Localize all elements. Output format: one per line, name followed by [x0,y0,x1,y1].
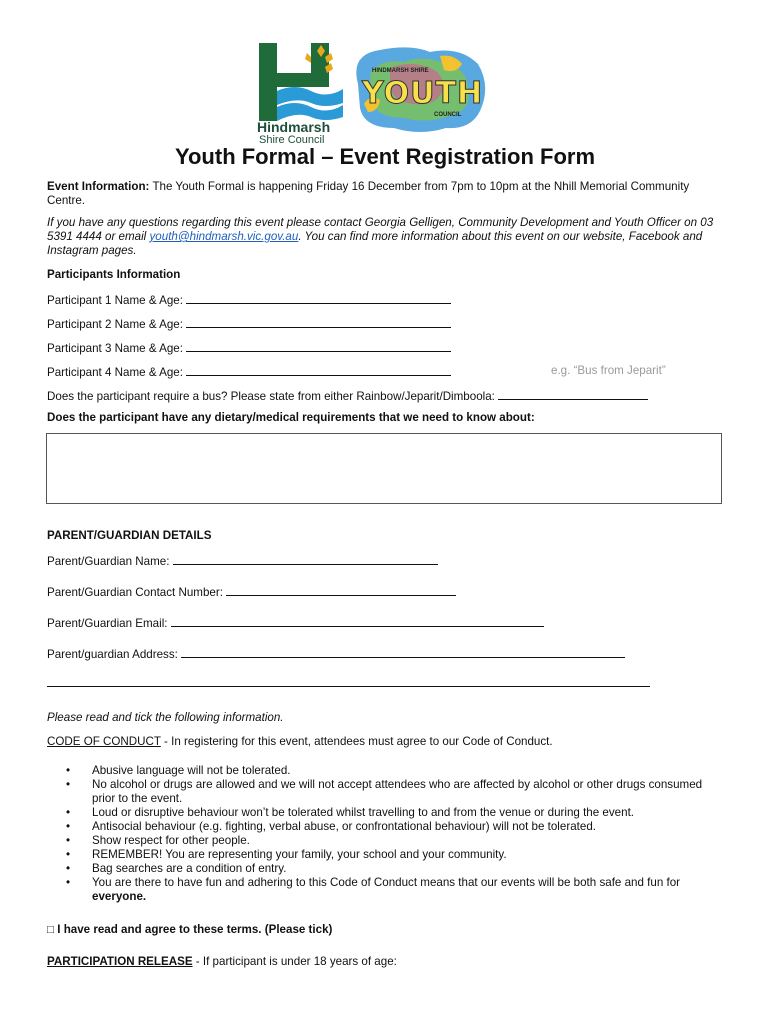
participant-1-label: Participant 1 Name & Age: [47,294,183,307]
participant-2-row [47,316,451,332]
list-item: • You are there to have fun and adhering to this Code of Conduct means that our events will be both safe and fun for everyone. [66,876,681,903]
participation-release [47,955,397,969]
code-of-conduct-list [46,764,726,904]
contact-text-after: . You can find more information about this event on our website, Facebook and Instagram pages. [47,230,703,257]
list-item: • Antisocial behaviour (e.g. fighting, verbal abuse, or confrontational behaviour) will not be tolerated. [66,820,596,833]
youth-bottom-text: COUNCIL [434,112,462,118]
participant-4-row [47,364,451,380]
event-info-label: Event Information: [47,180,150,193]
guardian-phone-field[interactable] [226,584,456,596]
read-instruction: Please read and tick the following information. [47,711,284,724]
event-info-text: The Youth Formal is happening Friday 16 December from 7pm to 10pm at the Nhill Memorial Community Centre. [47,180,690,207]
participation-release-text: - If participant is under 18 years of age: [192,955,397,968]
participant-1-row [47,292,451,308]
hindmarsh-h-icon [255,43,343,123]
agree-terms-label: I have read and agree to these terms. (Please tick) [57,923,333,936]
youth-logo [350,44,490,136]
participant-4-field[interactable] [186,364,451,376]
list-item: • Show respect for other people. [66,834,250,847]
guardian-address-label: Parent/guardian Address: [47,648,178,661]
dietary-question: Does the participant have any dietary/medical requirements that we need to know about: [47,411,535,424]
guardian-email-field[interactable] [171,615,544,627]
participants-heading: Participants Information [47,268,181,281]
guardian-email-row [47,615,544,631]
bus-hint: e.g. “Bus from Jeparit” [551,364,666,377]
participant-3-label: Participant 3 Name & Age: [47,342,183,355]
agree-checkbox-icon[interactable]: □ [47,923,55,936]
bullet-icon: • [66,820,71,833]
guardian-name-row [47,553,438,569]
participant-1-field[interactable] [186,292,451,304]
list-item: • Abusive language will not be tolerated. [66,764,291,777]
bullet-icon: • [66,834,71,847]
participant-2-field[interactable] [186,316,451,328]
dietary-answer-box[interactable] [46,433,722,504]
event-information [47,180,727,208]
bullet-icon: • [66,806,71,819]
bullet-icon: • [66,848,71,861]
bus-answer-field[interactable] [498,388,648,400]
guardian-phone-row [47,584,456,600]
participant-2-label: Participant 2 Name & Age: [47,318,183,331]
participation-release-heading: PARTICIPATION RELEASE [47,955,193,968]
bullet-icon: • [66,862,71,875]
contact-paragraph [47,216,727,258]
guardian-address-field-line2[interactable] [47,686,650,687]
guardian-address-field[interactable] [181,646,625,658]
participant-3-field[interactable] [186,340,451,352]
page-title: Youth Formal – Event Registration Form [174,144,596,169]
contact-text-before: If you have any questions regarding this event please contact Georgia Gelligen, Community Development and Youth Officer on 03 5391 4444 or email [47,216,714,243]
list-item: • Bag searches are a condition of entry. [66,862,287,875]
bullet-icon: • [66,764,71,777]
code-of-conduct-intro [47,735,553,749]
list-item: • REMEMBER! You are representing your family, your school and your community. [66,848,507,861]
bus-question: Does the participant require a bus? Please state from either Rainbow/Jeparit/Dimboola: [47,390,495,403]
guardian-heading: PARENT/GUARDIAN DETAILS [47,529,212,542]
code-of-conduct-heading: CODE OF CONDUCT [47,735,161,748]
hindmarsh-logo [255,43,343,145]
guardian-name-field[interactable] [173,553,438,565]
contact-email-link[interactable]: youth@hindmarsh.vic.gov.au [149,230,299,243]
list-item: • No alcohol or drugs are allowed and we will not accept attendees who are affected by alcohol or other drugs consumed prior to the event. [66,778,703,805]
bullet-icon: • [66,876,71,889]
guardian-name-label: Parent/Guardian Name: [47,555,170,568]
council-sub: Shire Council [259,134,325,146]
agree-terms-row[interactable] [47,923,332,937]
guardian-email-label: Parent/Guardian Email: [47,617,168,630]
guardian-address-row [47,646,625,662]
bus-question-row [47,388,648,404]
participant-3-row [47,340,451,356]
list-item: • Loud or disruptive behaviour won’t be tolerated whilst travelling to and from the venue or during the event. [66,806,635,819]
bullet-icon: • [66,778,71,791]
council-name: Hindmarsh [257,119,331,135]
guardian-phone-label: Parent/Guardian Contact Number: [47,586,223,599]
code-of-conduct-intro-text: - In registering for this event, attendees must agree to our Code of Conduct. [160,735,553,748]
participant-4-label: Participant 4 Name & Age: [47,366,183,379]
youth-top-text: HINDMARSH SHIRE [372,68,429,74]
youth-word: YOUTH [362,76,484,111]
